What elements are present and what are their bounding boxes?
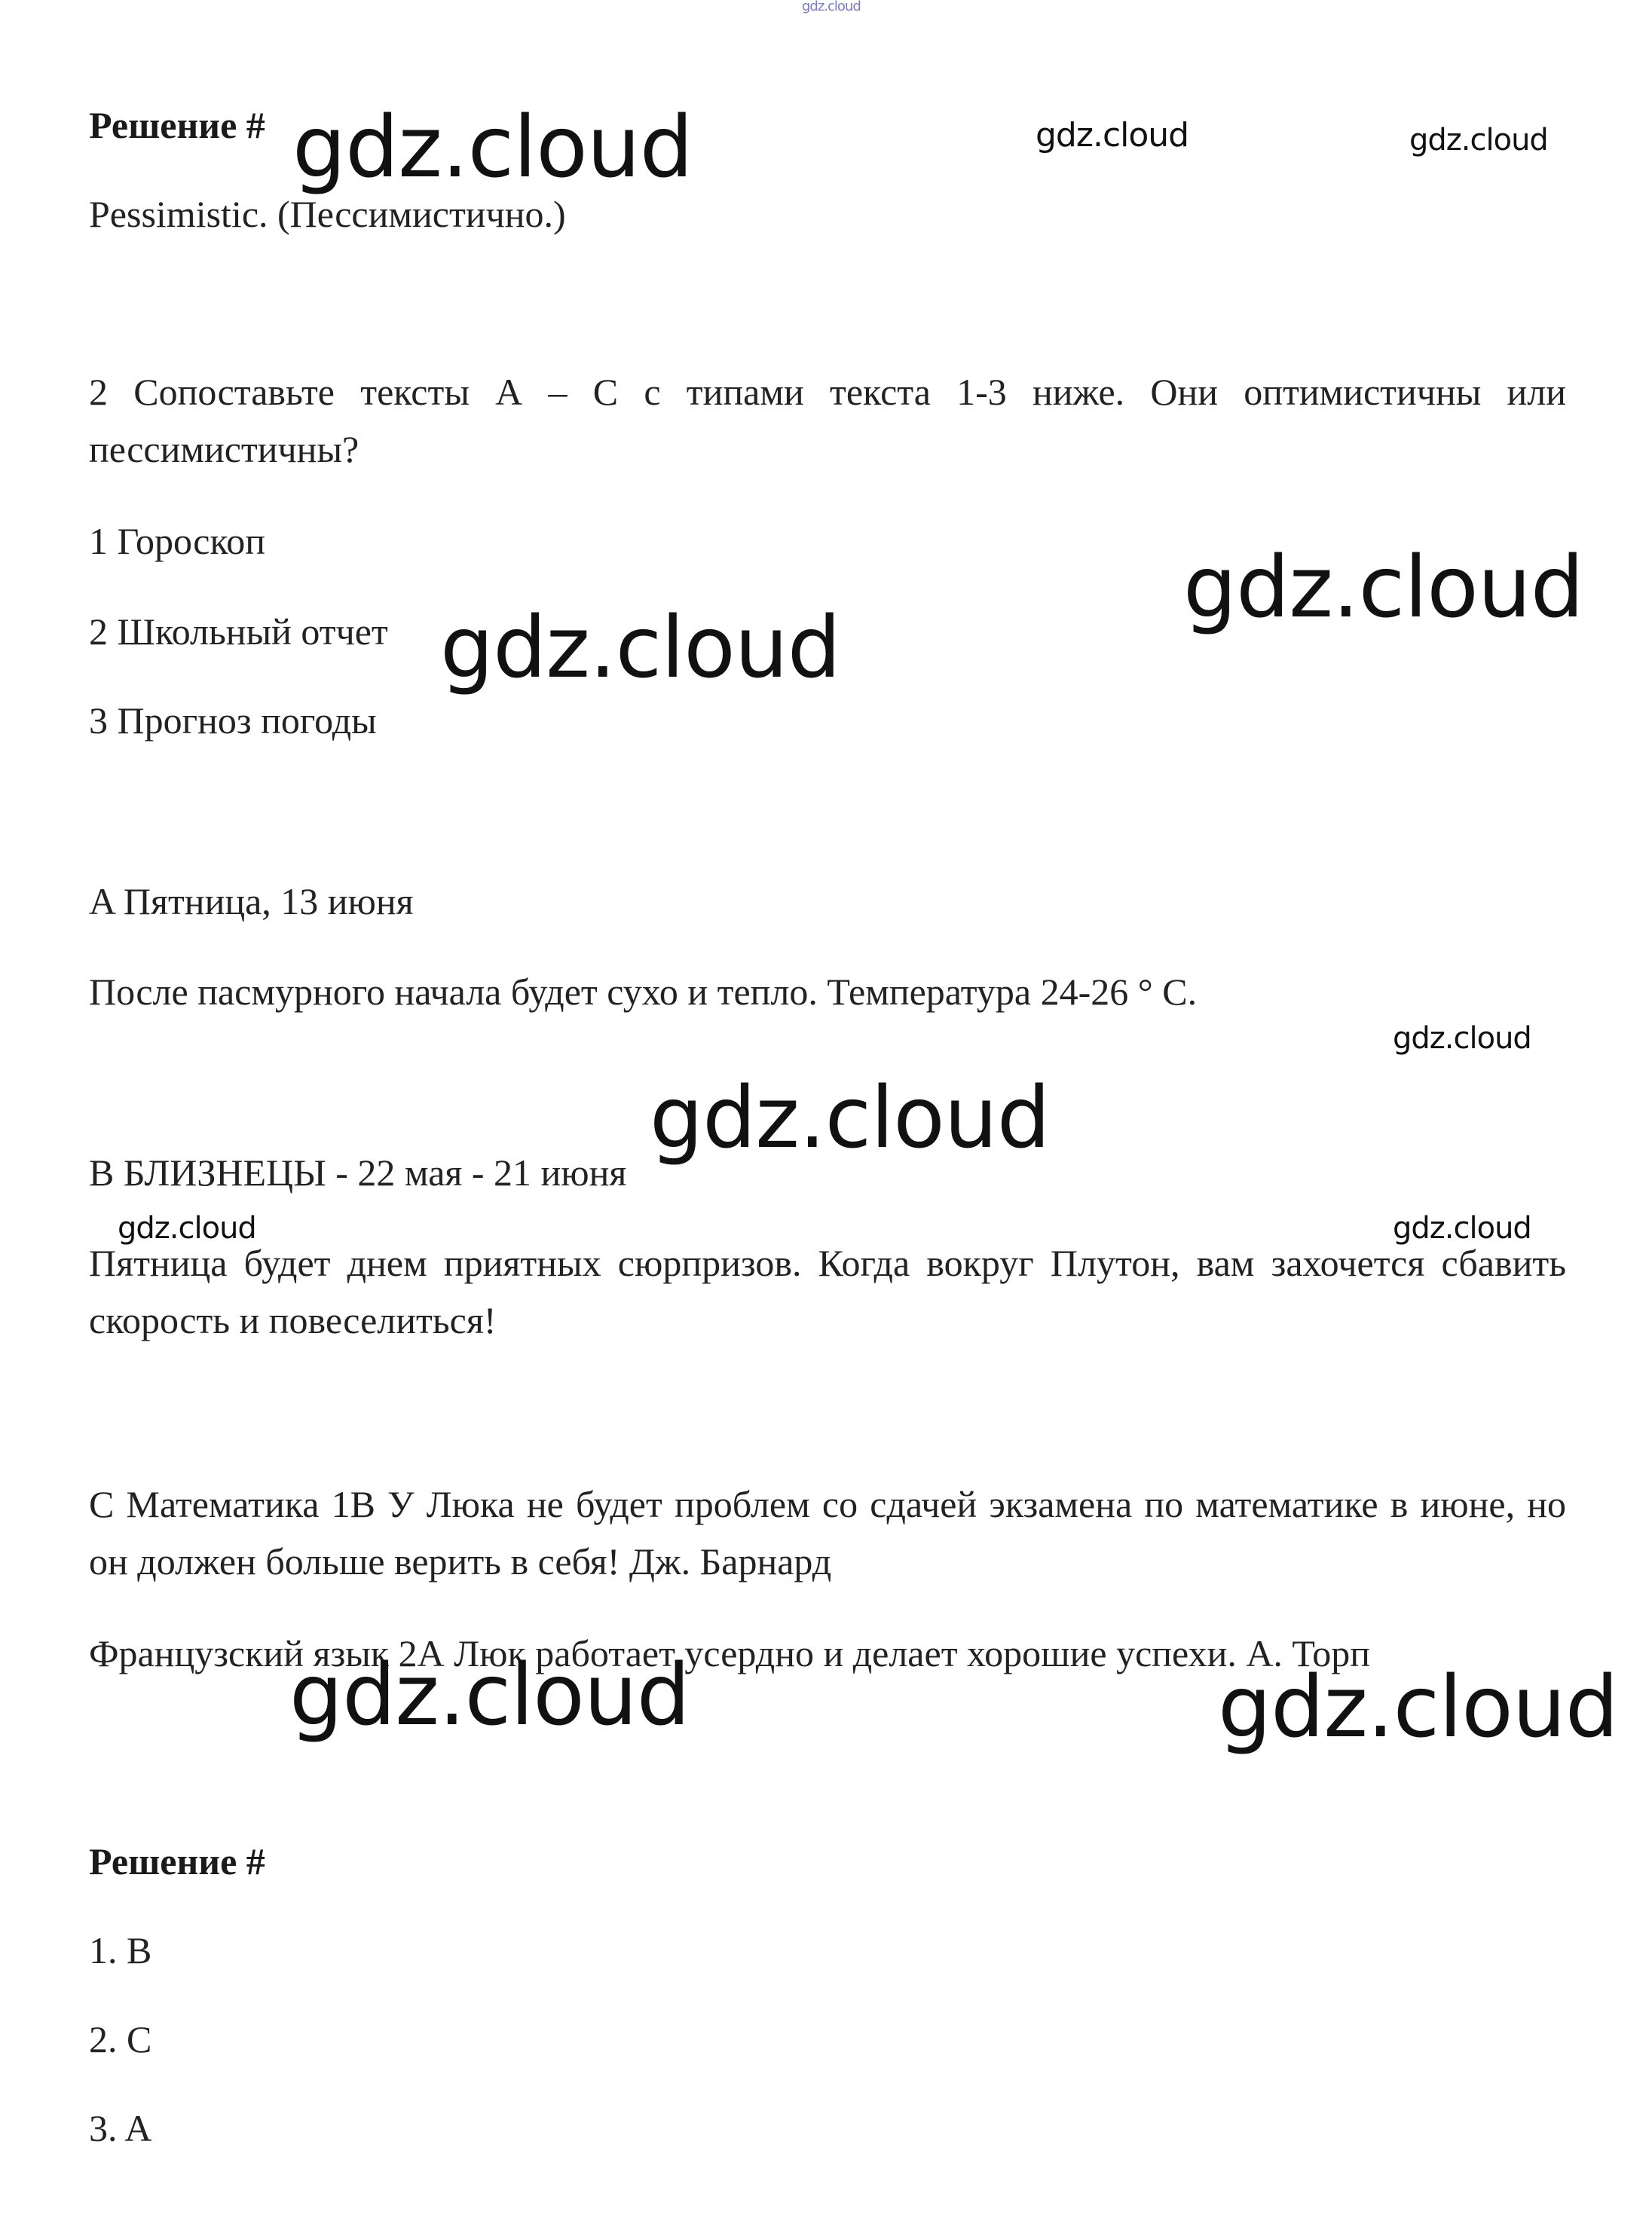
text-type-2: 2 Школьный отчет xyxy=(89,610,388,653)
text-type-3: 3 Прогноз погоды xyxy=(89,699,377,742)
watermark-small: gdz.cloud xyxy=(1036,116,1189,154)
watermark-large: gdz.cloud xyxy=(650,1069,1050,1167)
solution-answer-1: Pessimistic. (Пессимистично.) xyxy=(89,193,566,235)
text-b-body: Пятница будет днем приятных сюрпризов. Когда вокруг Плутон, вам захочется сбавить скорость и повеселиться! xyxy=(89,1242,1566,1341)
watermark-small: gdz.cloud xyxy=(118,1211,256,1246)
text-a-title: A Пятница, 13 июня xyxy=(89,880,414,922)
watermark-large: gdz.cloud xyxy=(1218,1659,1618,1757)
solution-heading-2: Решение # xyxy=(89,1840,265,1882)
solution-answer-item-3: 3. A xyxy=(89,2107,152,2149)
solution-answer-item-1: 1. B xyxy=(89,1929,152,1971)
solution-answer-item-2: 2. C xyxy=(89,2018,152,2060)
task-prompt: 2 Сопоставьте тексты А – С с типами текста 1-3 ниже. Они оптимистичны или пессимистичны? xyxy=(89,371,1566,470)
watermark-small: gdz.cloud xyxy=(1409,123,1548,157)
text-b-title: B БЛИЗНЕЦЫ - 22 мая - 21 июня xyxy=(89,1151,627,1194)
watermark-large: gdz.cloud xyxy=(1183,539,1583,637)
solution-heading-1: Решение # xyxy=(89,104,265,146)
text-c-body-math: C Математика 1В У Люка не будет проблем со сдачей экзамена по математике в июне, но он должен больше верить в себя! Дж. Барнард xyxy=(89,1483,1566,1583)
text-c-body-french: Французский язык 2А Люк работает усердно и делает хорошие успехи. А. Торп xyxy=(89,1632,1370,1674)
watermark-tiny: gdz.cloud xyxy=(802,0,861,14)
watermark-large: gdz.cloud xyxy=(289,1647,690,1745)
watermark-large: gdz.cloud xyxy=(440,599,840,697)
watermark-small: gdz.cloud xyxy=(1393,1021,1531,1056)
watermark-large: gdz.cloud xyxy=(292,99,693,197)
text-a-body: После пасмурного начала будет сухо и тепло. Температура 24-26 ° C. xyxy=(89,971,1198,1013)
watermark-small: gdz.cloud xyxy=(1393,1211,1531,1246)
text-type-1: 1 Гороскоп xyxy=(89,520,265,562)
